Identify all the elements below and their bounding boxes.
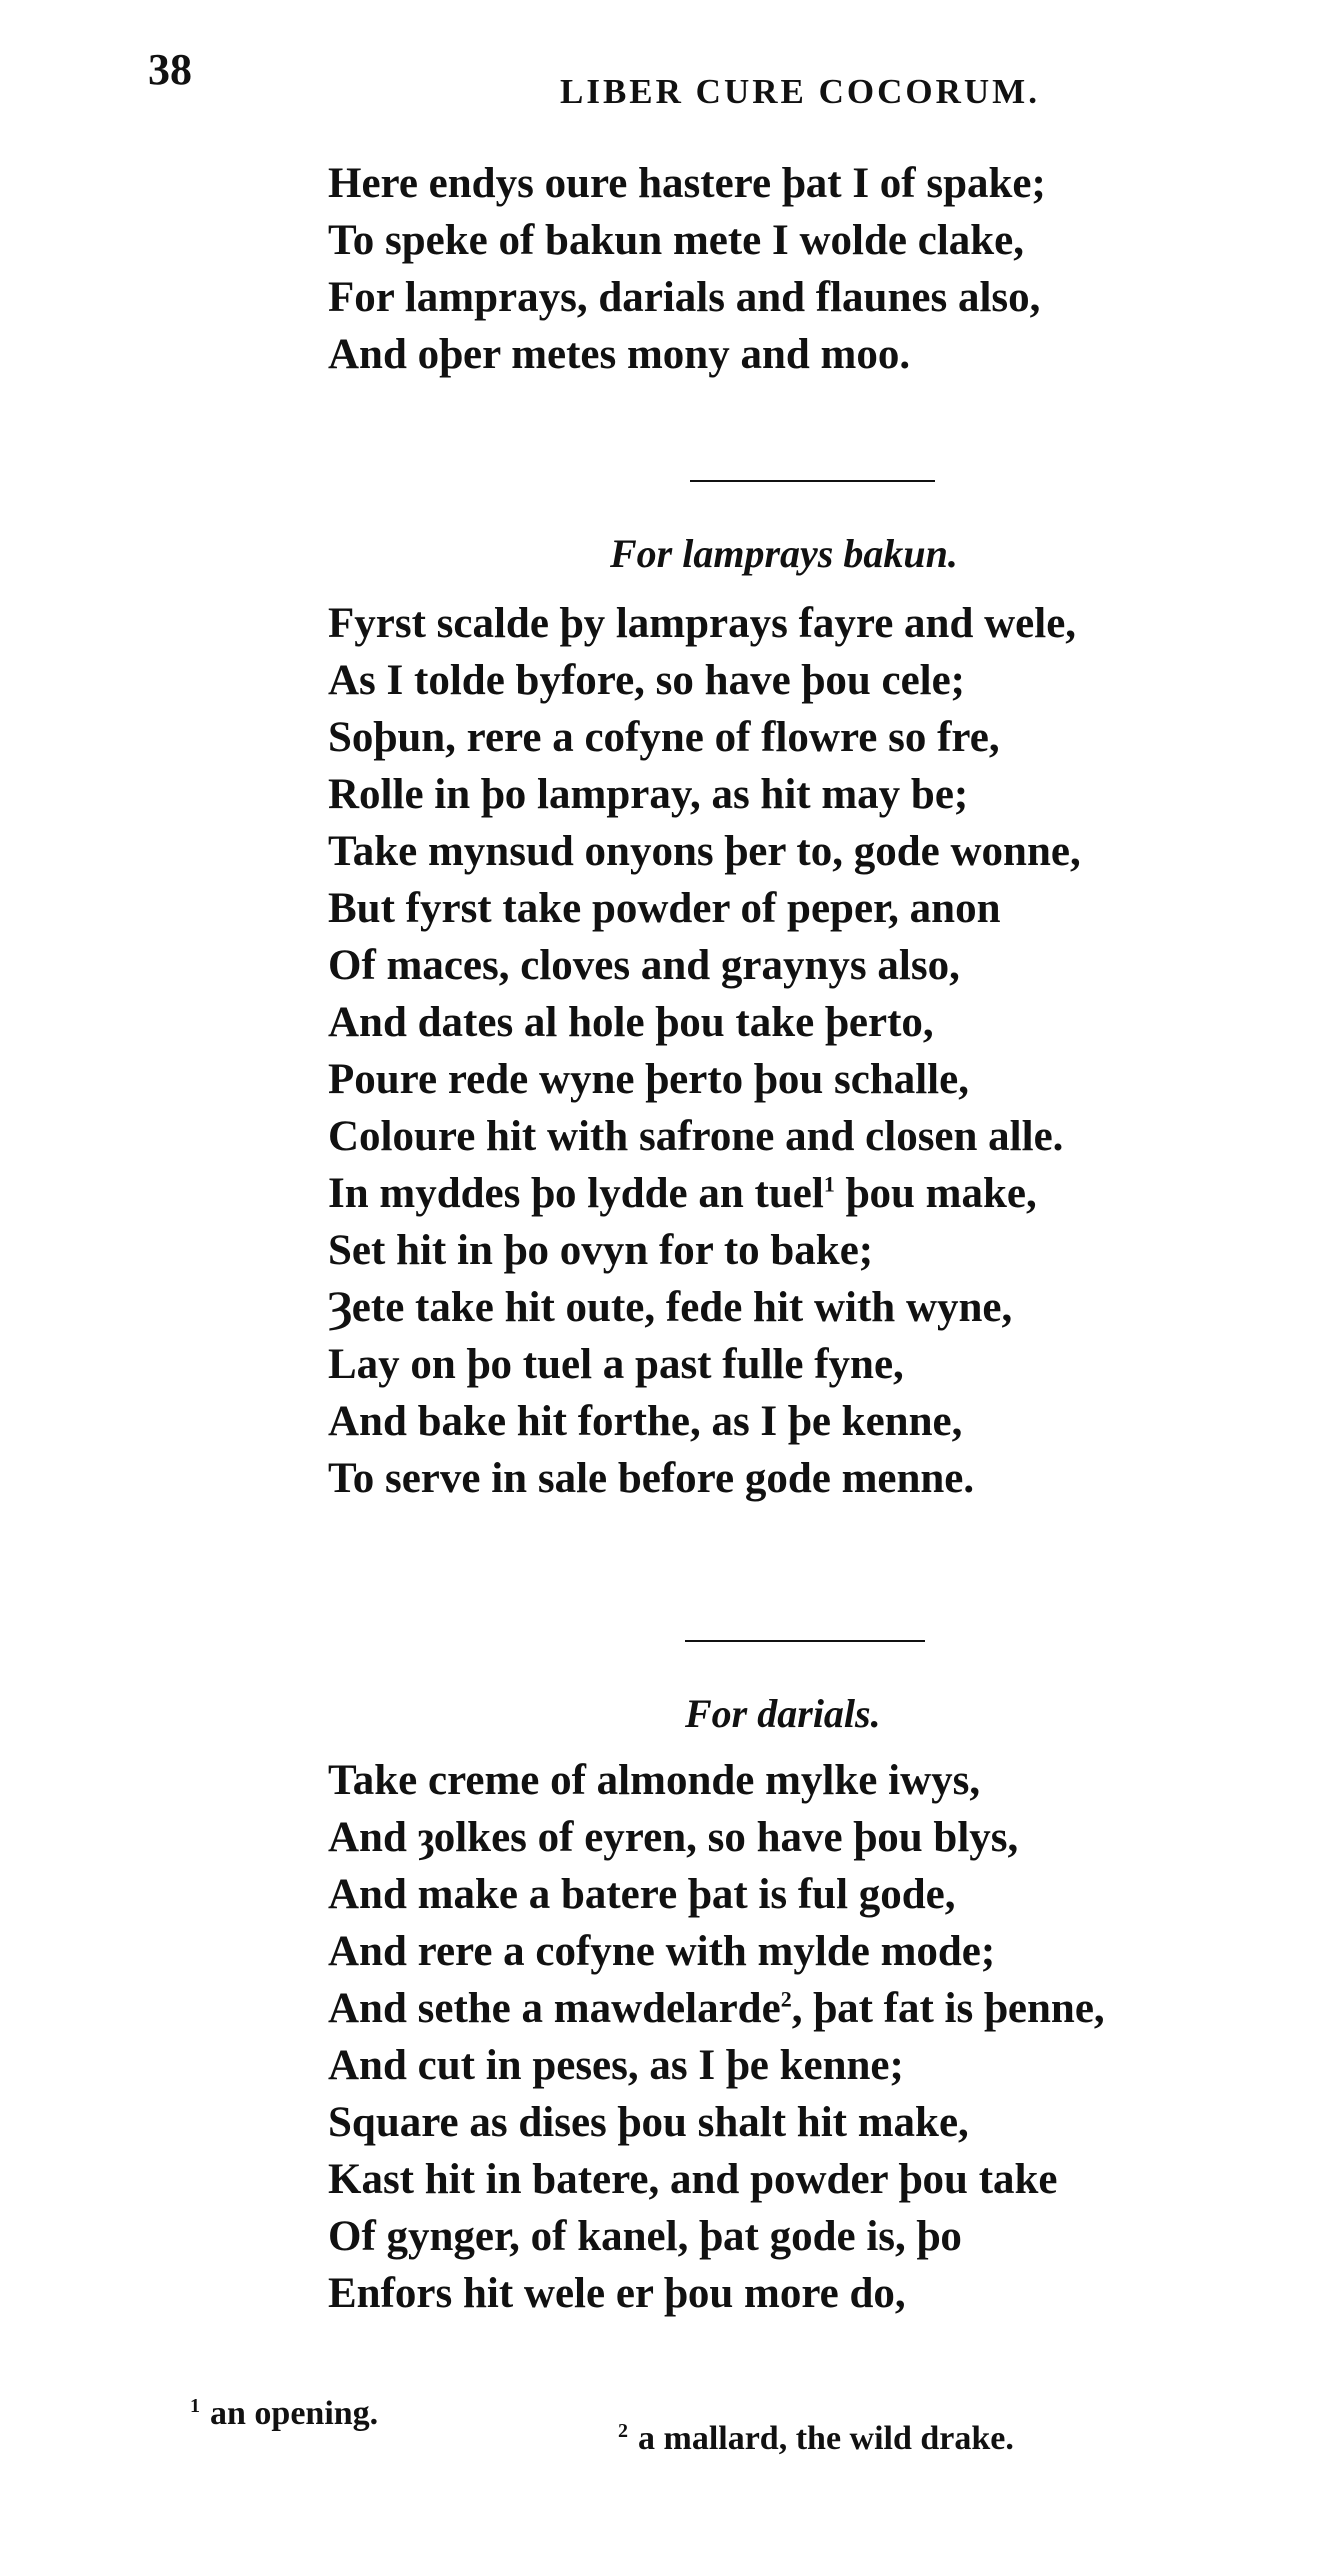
verse-line: Set hit in þo ovyn for to bake;: [328, 1227, 874, 1274]
footnote-marker: 1: [190, 2394, 200, 2417]
darials-recipe: [328, 1752, 1105, 2322]
section-title-darials: For darials.: [685, 1691, 881, 1736]
section-divider: [690, 480, 935, 482]
verse-line-with-footnote: [328, 1980, 1105, 2037]
verse-line: Enfors hit wele er þou more do,: [328, 2270, 906, 2317]
verse-line: To speke of bakun mete I wolde clake,: [328, 217, 1025, 264]
verse-line: To serve in sale before gode menne.: [328, 1455, 975, 1502]
footnote-text: an opening.: [210, 2395, 379, 2432]
verse-line: And bake hit forthe, as I þe kenne,: [328, 1398, 963, 1445]
verse-line: Of maces, cloves and graynys also,: [328, 942, 960, 989]
verse-text-continued: , þat fat is þenne,: [791, 1985, 1105, 2032]
verse-text-continued: þou make,: [834, 1170, 1037, 1217]
verse-line: Take creme of almonde mylke iwys,: [328, 1757, 981, 1804]
verse-line: For lamprays, darials and flaunes also,: [328, 274, 1041, 321]
footnote-2: [618, 2420, 1014, 2458]
verse-line: And cut in peses, as I þe kenne;: [328, 2042, 904, 2089]
footnote-text: a mallard, the wild drake.: [638, 2420, 1014, 2457]
verse-line: Fyrst scalde þy lamprays fayre and wele,: [328, 600, 1077, 647]
intro-stanza: [328, 155, 1046, 383]
verse-line: And make a batere þat is ful gode,: [328, 1871, 956, 1918]
verse-line: But fyrst take powder of peper, anon: [328, 885, 1001, 932]
verse-line: Soþun, rere a cofyne of flowre so fre,: [328, 714, 1000, 761]
verse-line-with-footnote: [328, 1165, 1081, 1222]
footnote-reference: 2: [780, 1986, 792, 2012]
verse-line: Coloure hit with safrone and closen alle.: [328, 1113, 1064, 1160]
verse-line: Poure rede wyne þerto þou schalle,: [328, 1056, 969, 1103]
verse-line: As I tolde byfore, so have þou cele;: [328, 657, 966, 704]
verse-line: Lay on þo tuel a past fulle fyne,: [328, 1341, 904, 1388]
verse-line: And oþer metes mony and moo.: [328, 331, 911, 378]
verse-line: Square as dises þou shalt hit make,: [328, 2099, 969, 2146]
footnote-1: [190, 2395, 378, 2433]
verse-line: Take mynsud onyons þer to, gode wonne,: [328, 828, 1081, 875]
page-number: 38: [148, 45, 192, 94]
verse-line: And ȝolkes of eyren, so have þou blys,: [328, 1814, 1019, 1861]
running-title: LIBER CURE COCORUM.: [560, 72, 1040, 111]
verse-line: Kast hit in batere, and powder þou take: [328, 2156, 1058, 2203]
verse-line: Ȝete take hit oute, fede hit with wyne,: [328, 1284, 1013, 1331]
verse-text: In myddes þo lydde an tuel: [328, 1170, 824, 1217]
verse-line: Here endys oure hastere þat I of spake;: [328, 160, 1046, 207]
section-title-lamprays: For lamprays bakun.: [610, 531, 958, 576]
verse-line: Rolle in þo lampray, as hit may be;: [328, 771, 969, 818]
footnote-marker: 2: [618, 2419, 628, 2442]
verse-line: And dates al hole þou take þerto,: [328, 999, 934, 1046]
verse-text: And sethe a mawdelarde: [328, 1985, 781, 2032]
verse-line: Of gynger, of kanel, þat gode is, þo: [328, 2213, 962, 2260]
section-divider: [685, 1640, 925, 1642]
verse-line: And rere a cofyne with mylde mode;: [328, 1928, 996, 1975]
footnote-reference: 1: [823, 1171, 835, 1197]
lamprays-recipe: [328, 595, 1081, 1507]
